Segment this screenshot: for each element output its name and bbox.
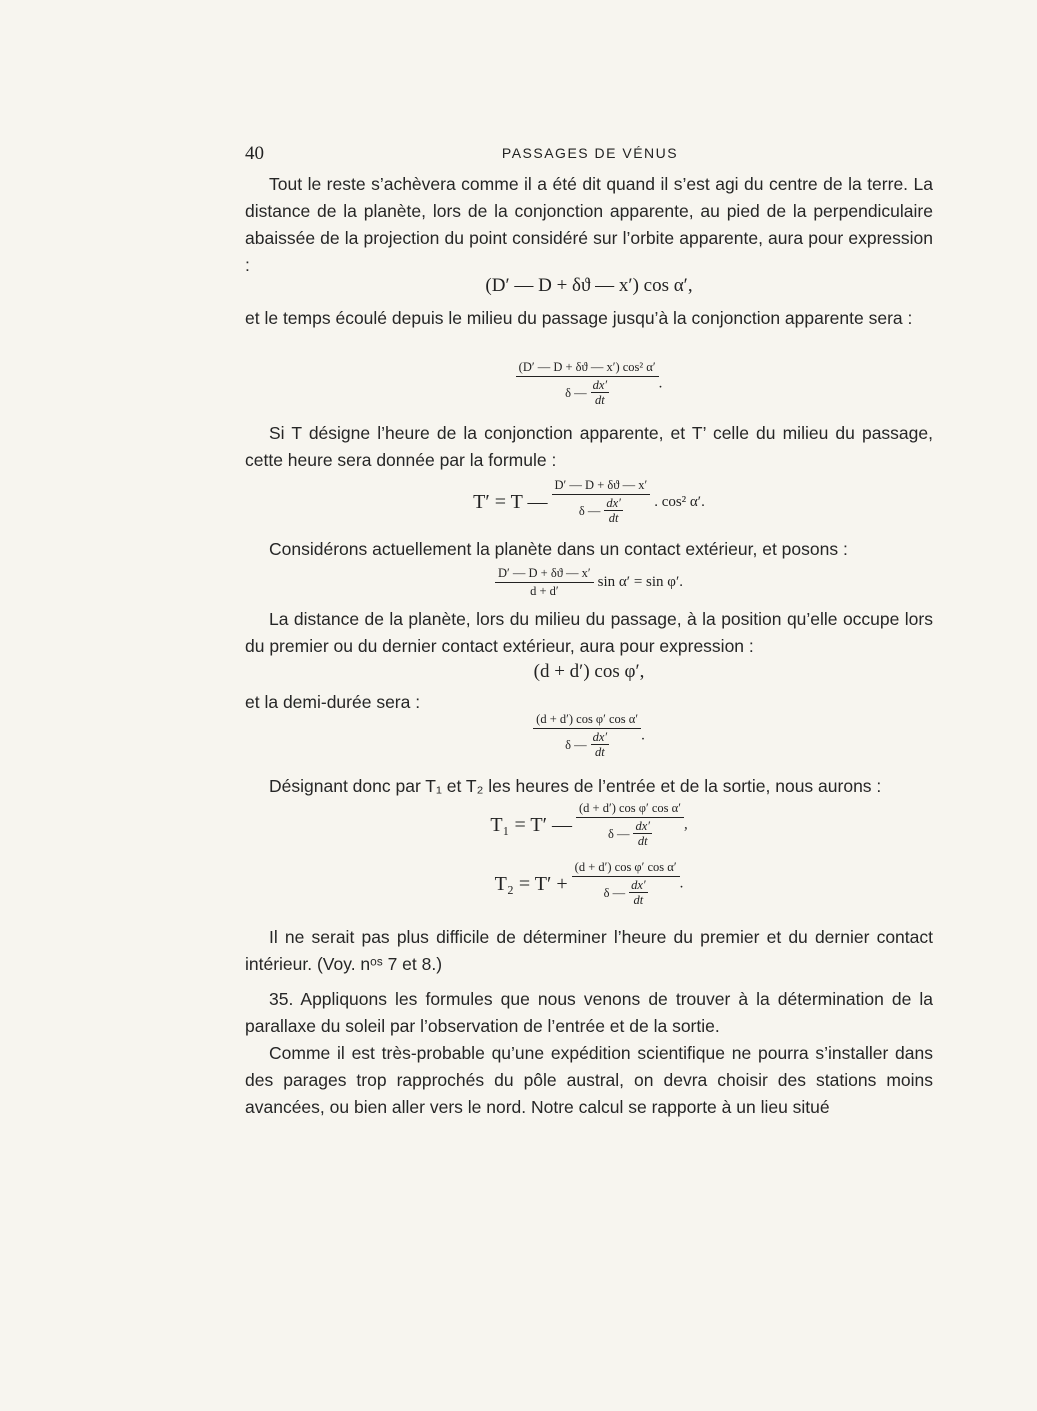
dt-label: dt (595, 745, 605, 759)
formula-tail: . cos² α′. (654, 493, 705, 510)
formula-tail: sin α′ = sin φ′. (597, 574, 683, 590)
dt-label: dt (595, 393, 605, 407)
formula-distance: (D′ — D + δϑ — x′) cos α′, (485, 275, 693, 296)
fraction-time (516, 360, 659, 408)
fraction-entry (576, 801, 684, 849)
fraction-denominator: d + d′ (530, 584, 559, 598)
fraction-denominator (516, 377, 659, 408)
formula-middle-time (245, 478, 933, 526)
fraction-denominator (572, 877, 680, 908)
paragraph-9: 35. Appliquons les formules que nous venons de trouver à la détermination de la parallaxe du soleil par l’observation de l’entrée et de la sortie. (245, 989, 933, 1036)
paragraph-6: et la demi-durée sera : (245, 692, 421, 712)
fraction-denominator (533, 729, 641, 760)
formula-half-duration: (d + d′) cos φ′ cos α′ δ — $\frac{dx'}{dt}$ . (245, 712, 933, 760)
fraction-numerator: D′ — D + δϑ — x′ (552, 478, 651, 495)
paragraph-2: et le temps écoulé depuis le milieu du passage jusqu’à la conjonction apparente sera : (245, 308, 913, 328)
fraction-numerator: (d + d′) cos φ′ cos α′ (572, 860, 680, 877)
dx-dt (633, 819, 652, 849)
fraction-half-duration (533, 712, 641, 760)
dt-label: dt (608, 511, 619, 525)
fraction-denominator (576, 818, 684, 849)
page-number: 40 (245, 143, 264, 164)
formula-lhs: T′ = T — (473, 490, 548, 513)
paragraph-4: Considérons actuellement la planète dans un contact extérieur, et posons : (269, 539, 848, 559)
dx-label: dx′ (592, 378, 608, 392)
fraction-numerator: (d + d′) cos φ′ cos α′ (576, 801, 684, 818)
dx-dt (629, 878, 648, 908)
fraction-numerator: (D′ — D + δϑ — x′) cos² α′ (516, 360, 659, 377)
paragraph-5: La distance de la planète, lors du milieu du passage, à la position qu’elle occupe lors du premier ou du dernier contact extérieur, aura pour expression : (245, 609, 933, 656)
dt-label: dt (637, 834, 648, 848)
formula-lhs: T₂ = T′ + (494, 872, 568, 895)
fraction-exit (572, 860, 680, 908)
formula-lhs: T₁ = T′ — (490, 813, 573, 836)
dx-label: dx′ (631, 878, 646, 892)
dx-dt (604, 496, 623, 526)
dx-label: dx′ (592, 730, 608, 744)
paragraph-10: Comme il est très-probable qu’une expédition scientifique ne pourra s’installer dans des parages trop rapprochés du pôle austral, on devra choisir des stations moins avancées, ou bien aller vers le nord. Notre calcul se rapporte à un lieu situé (245, 1043, 933, 1117)
fraction-numerator: (d + d′) cos φ′ cos α′ (533, 712, 641, 729)
fraction-numerator: D′ — D + δϑ — x′ (495, 566, 594, 583)
paragraph-8: Il ne serait pas plus difficile de déterminer l’heure du premier et du dernier contact intérieur. (Voy. nᵒˢ 7 et 8.) (245, 927, 933, 974)
fraction-sin (495, 566, 594, 599)
fraction-middle (552, 478, 651, 526)
formula-distance-contact: (d + d′) cos φ′, (533, 661, 645, 682)
paragraph-3: Si T désigne l’heure de la conjonction apparente, et T’ celle du milieu du passage, cette heure sera donnée par la formule : (245, 423, 933, 470)
delta-term: δ — (578, 503, 601, 518)
paragraph-1: Tout le reste s’achèvera comme il a été dit quand il s’est agi du centre de la terre. La distance de la planète, lors de la conjonction apparente, au pied de la perpendiculaire abaissée de la projection du point considéré sur l’orbite apparente, aura pour expression : (245, 174, 933, 275)
delta-term: δ — (607, 826, 630, 841)
dx-dt (591, 378, 610, 408)
dx-label: dx′ (635, 819, 650, 833)
fraction-denominator (552, 495, 651, 526)
formula-time: (D′ — D + δϑ — x′) cos² α′ δ — $\frac{dx'}{dt}$ . (245, 360, 933, 408)
delta-term: δ — (603, 885, 626, 900)
formula-sin (245, 566, 933, 599)
formula-entry: T₁ = T′ — (d + d′) cos φ′ cos α′ δ — $\frac{dx'}{dt}$ , (490, 801, 688, 848)
formula-exit: T₂ = T′ + (d + d′) cos φ′ cos α′ δ — $\frac{dx'}{dt}$ . (494, 860, 684, 907)
delta-term: δ — (565, 737, 587, 752)
dx-dt (591, 730, 610, 760)
paragraph-7: Désignant donc par T₁ et T₂ les heures de l’entrée et de la sortie, nous aurons : (269, 776, 882, 796)
running-title: PASSAGES DE VÉNUS (501, 145, 679, 161)
dt-label: dt (633, 893, 644, 907)
delta-term: δ — (565, 385, 587, 400)
dx-label: dx′ (606, 496, 621, 510)
page-header (245, 143, 935, 167)
